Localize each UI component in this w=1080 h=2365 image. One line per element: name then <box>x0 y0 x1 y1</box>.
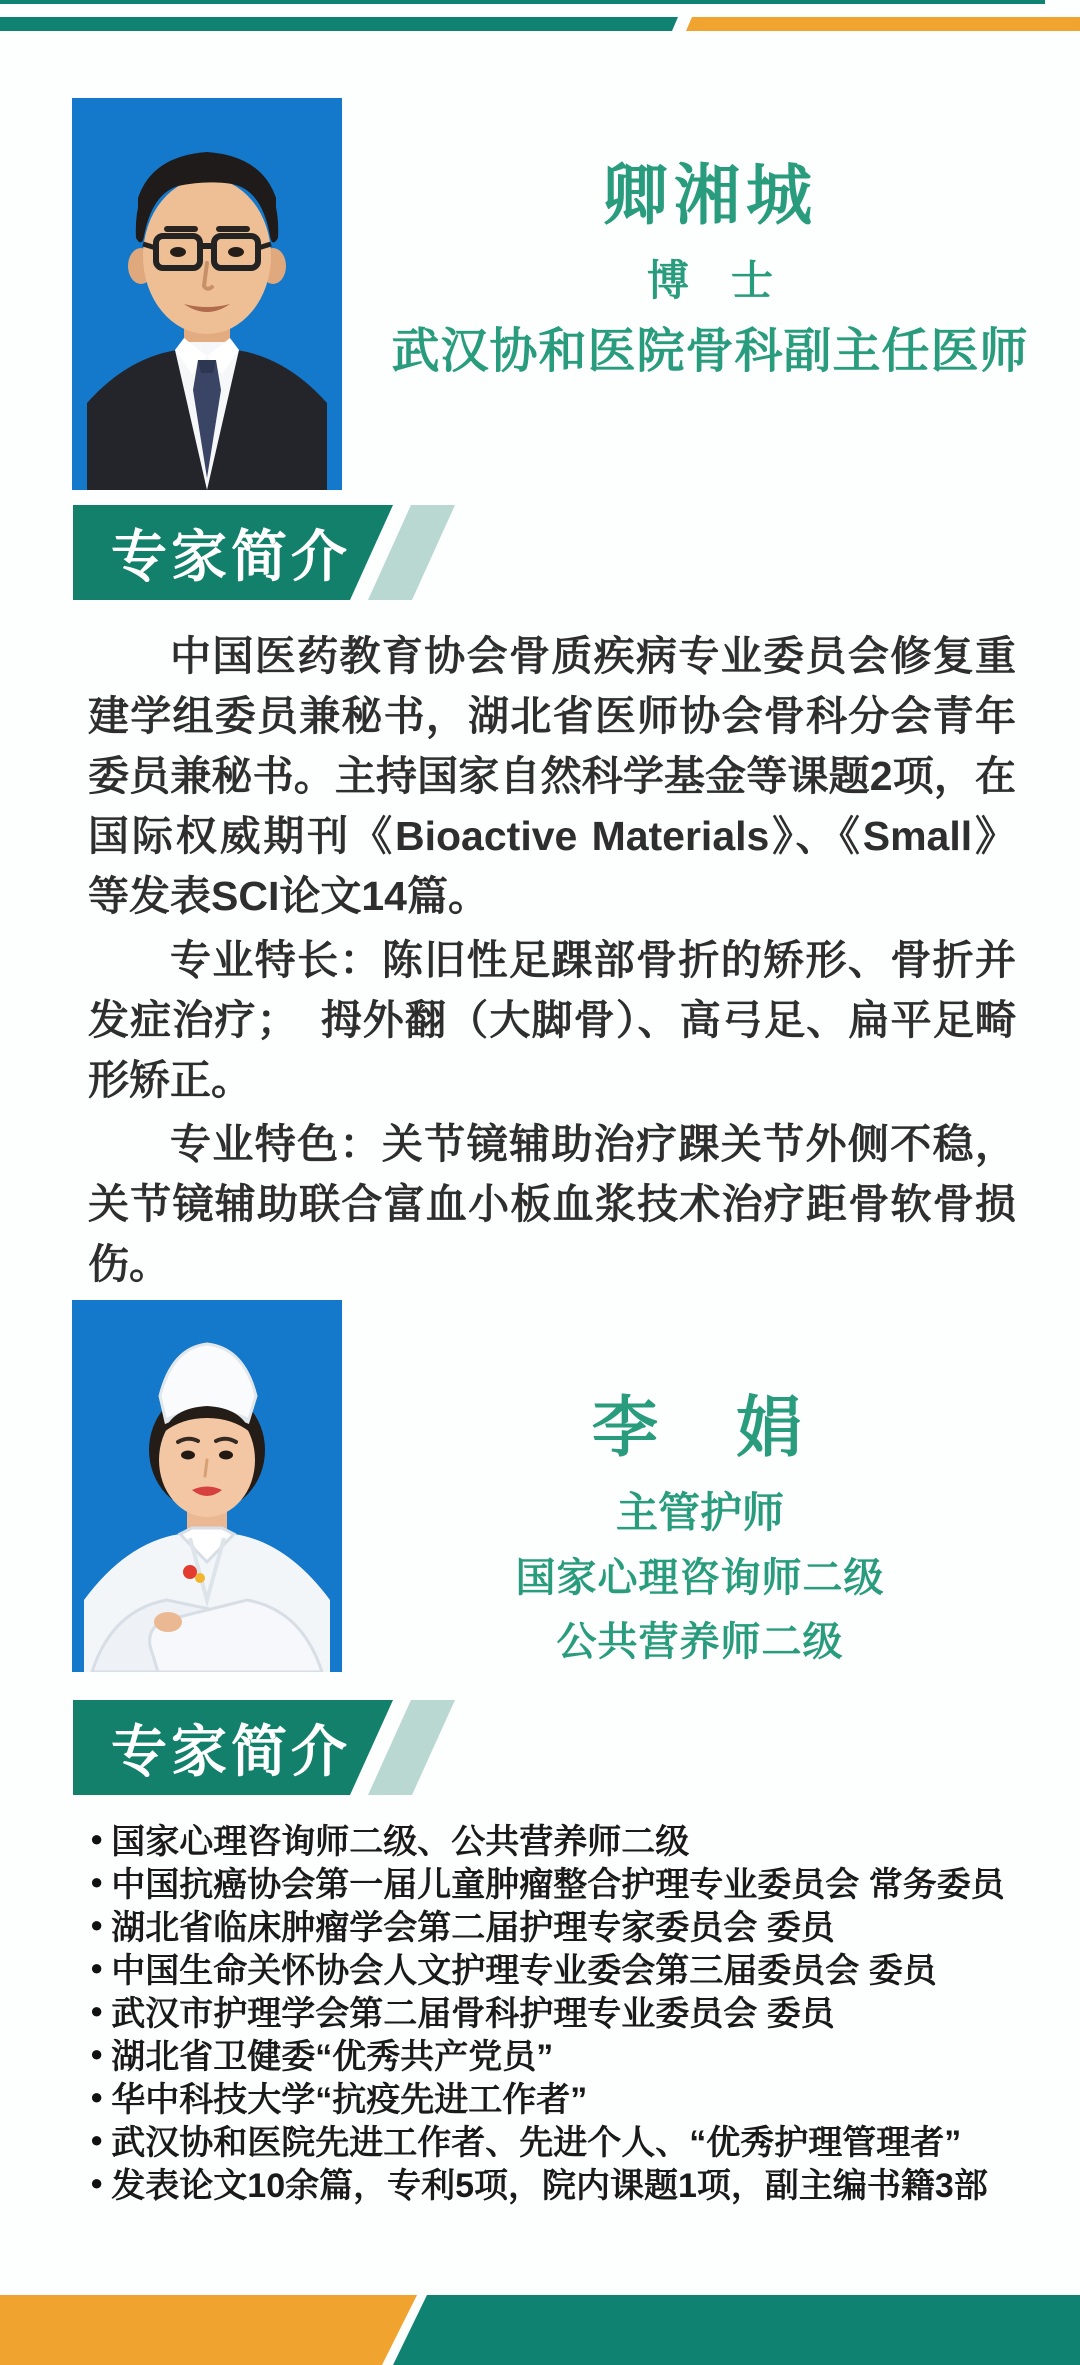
expert1-photo <box>72 98 342 490</box>
bullet-dot-icon: ● <box>90 2169 104 2195</box>
bullet-dot-icon: ● <box>90 1825 104 1851</box>
bullet-dot-icon: ● <box>90 2083 104 2109</box>
expert2-section-title: 专家简介 <box>111 1719 351 1783</box>
biography-paragraph: 专业特色：关节镜辅助治疗踝关节外侧不稳，关节镜辅助联合富血小板血浆技术治疗距骨软骨损伤。 <box>88 1121 1016 1287</box>
achievement-item <box>90 1946 1040 1989</box>
expert1-section-title: 专家简介 <box>111 524 351 588</box>
achievement-text: 华中科技大学“抗疫先进工作者” <box>111 2081 588 2119</box>
achievement-item <box>90 1903 1040 1946</box>
achievement-item <box>90 1989 1040 2032</box>
bullet-dot-icon: ● <box>90 1911 104 1937</box>
achievement-text: 中国生命关怀协会人文护理专业委会第三届委员会 委员 <box>111 1952 937 1990</box>
achievement-text: 武汉协和医院先进工作者、先进个人、“优秀护理管理者” <box>111 2124 962 2162</box>
bullet-dot-icon: ● <box>90 1997 104 2023</box>
male-doctor-portrait-illustration <box>72 98 342 490</box>
achievement-item <box>90 1860 1040 1903</box>
expert1-name: 卿湘城 <box>602 158 818 232</box>
expert1-degree: 博 士 <box>646 257 773 304</box>
achievement-text: 国家心理咨询师二级、公共营养师二级 <box>111 1823 690 1861</box>
achievement-item <box>90 2075 1040 2118</box>
expert2-title-2: 国家心理咨询师二级 <box>515 1556 885 1600</box>
achievement-text: 武汉市护理学会第二届骨科护理专业委员会 委员 <box>111 1995 835 2033</box>
achievement-item <box>90 1817 1040 1860</box>
expert1-intro-block <box>370 158 1050 378</box>
achievement-text: 中国抗癌协会第一届儿童肿瘤整合护理专业委员会 常务委员 <box>111 1866 1005 1904</box>
biography-paragraph: 专业特长：陈旧性足踝部骨折的矫形、骨折并发症治疗； 拇外翻（大脚骨）、高弓足、扁平足畸形矫正。 <box>88 937 1016 1103</box>
achievement-text: 湖北省卫健委“优秀共产党员” <box>111 2038 554 2076</box>
expert1-section-banner <box>73 505 533 600</box>
expert2-name: 李 娟 <box>592 1390 808 1464</box>
biography-paragraph: 中国医药教育协会骨质疾病专业委员会修复重建学组委员兼秘书，湖北省医师协会骨科分会青年委员兼秘书。主持国家自然科学基金等课题2项，在国际权威期刊《Bioactive Materials》、《Small》等发表SCI论文14篇。 <box>88 633 1016 919</box>
expert2-intro-block <box>360 1390 1040 1664</box>
bullet-dot-icon: ● <box>90 2040 104 2066</box>
achievement-item <box>90 2161 1040 2204</box>
bullet-dot-icon: ● <box>90 1868 104 1894</box>
achievement-item <box>90 2118 1040 2161</box>
female-nurse-portrait-illustration <box>72 1300 342 1672</box>
expert1-biography <box>88 626 1016 1298</box>
expert2-title-1: 主管护师 <box>615 1489 784 1536</box>
achievement-item <box>90 2032 1040 2075</box>
expert2-achievement-list <box>90 1817 1040 2204</box>
bullet-dot-icon: ● <box>90 1954 104 1980</box>
expert2-title-3: 公共营养师二级 <box>556 1620 844 1664</box>
achievement-text: 湖北省临床肿瘤学会第二届护理专家委员会 委员 <box>111 1909 835 1947</box>
achievement-text: 发表论文10余篇，专利5项，院内课题1项，副主编书籍3部 <box>111 2167 988 2205</box>
bullet-dot-icon: ● <box>90 2126 104 2152</box>
top-hairline-bar <box>0 0 1045 4</box>
expert2-section-banner <box>73 1700 533 1795</box>
expert2-photo <box>72 1300 342 1672</box>
expert1-title: 武汉协和医院骨科副主任医师 <box>391 325 1029 378</box>
